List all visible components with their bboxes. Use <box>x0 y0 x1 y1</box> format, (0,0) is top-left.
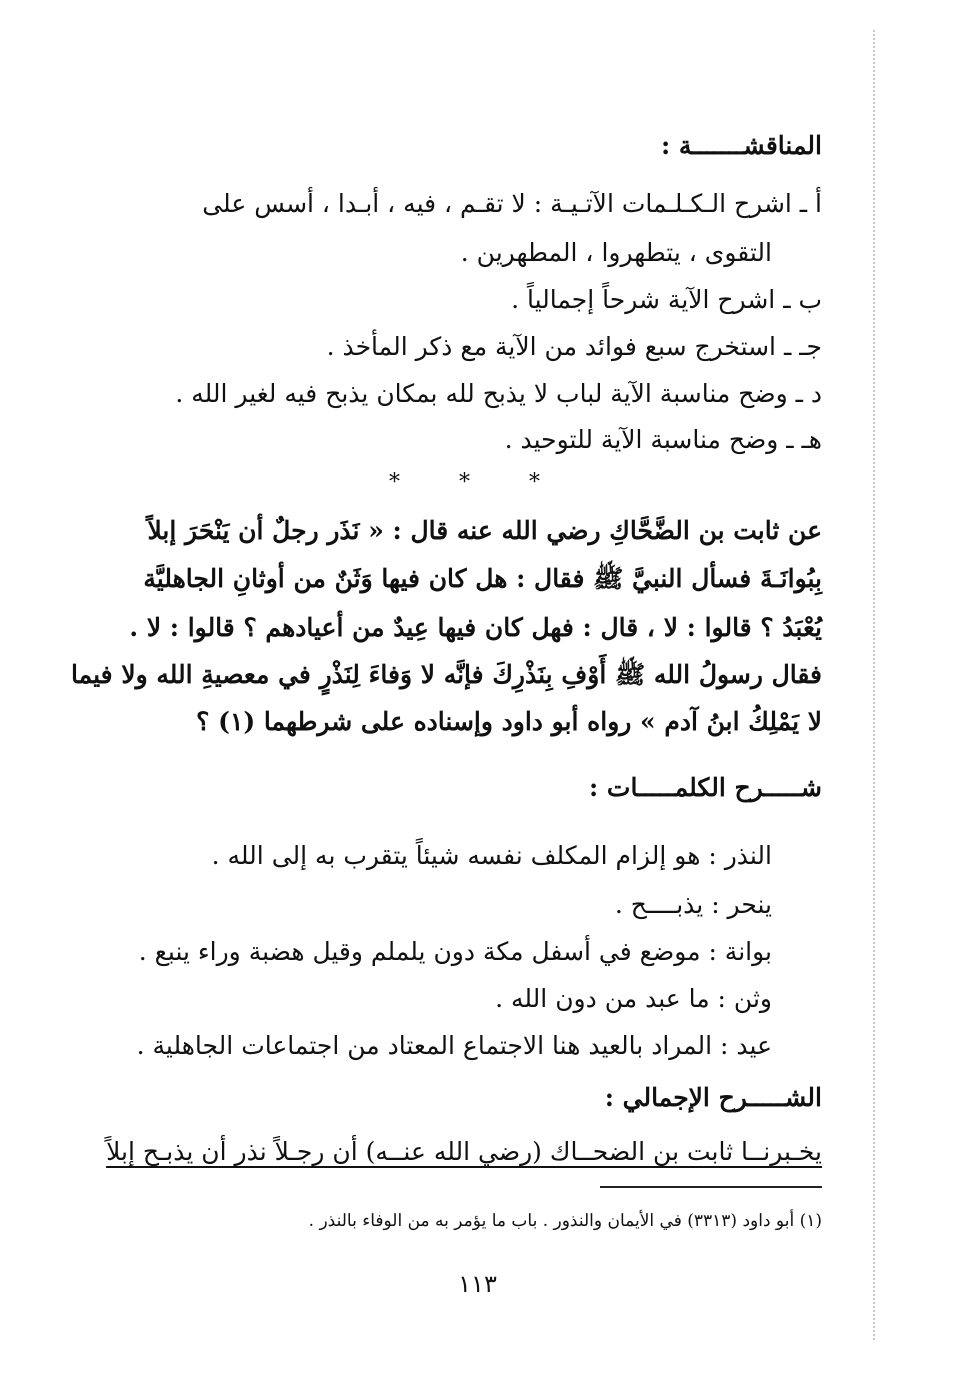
margin-dotted-rule <box>873 30 875 1340</box>
discussion-item-a-cont: التقوى ، يتطهروا ، المطهرين . <box>460 238 772 267</box>
discussion-item-d: د ـ وضح مناسبة الآية لباب لا يذبح لله بمكان يذبح فيه لغير الله . <box>175 379 822 408</box>
discussion-item-e: هـ ـ وضح مناسبة الآية للتوحيد . <box>504 425 822 454</box>
hadith-line-1: عن ثابت بن الضَّحَّاكِ رضي الله عنه قال : « نَذَر رجلٌ أن يَنْحَرَ إبلاً <box>147 516 822 545</box>
vocab-item: ينحر : يذبــــح . <box>614 890 772 919</box>
footnote: (١) أبو داود (٣٣١٣) في الأيمان والنذور . باب ما يؤمر به من الوفاء بالنذر . <box>308 1211 822 1231</box>
discussion-item-a: أ ـ اشرح الـكـلـمات الآتـيـة : لا تقـم ، فيه ، أبـدا ، أسس على <box>202 189 822 218</box>
summary-heading: الشـــــرح الإجمالي : <box>604 1083 822 1112</box>
page-number: ١١٣ <box>458 1270 497 1298</box>
vocab-item: عيد : المراد بالعيد هنا الاجتماع المعتاد من اجتماعات الجاهلية . <box>136 1031 772 1060</box>
vocab-heading: شـــــرح الكلمـــــات : <box>588 773 822 802</box>
hadith-line-3: يُعْبَدُ ؟ قالوا : لا ، قال : فهل كان فيها عِيدٌ من أعيادهم ؟ قالوا : لا . <box>129 613 822 642</box>
section-separator: * * * <box>389 470 566 495</box>
hadith-line-4: فقال رسولُ الله ﷺ أَوْفِ بِنَذْرِكَ فإنَّه لا وَفاءَ لِنَذْرٍ في معصيةِ الله ولا فيما <box>71 660 822 689</box>
vocab-item: النذر : هو إلزام المكلف نفسه شيئاً يتقرب به إلى الله . <box>211 841 772 870</box>
summary-first-line: يخـبرنــا ثابت بن الضحــاك (رضي الله عنــه) أن رجـلاً نذر أن يذبـح إبلاً <box>106 1137 822 1166</box>
hadith-line-2: بِبُوانَـةَ فسأل النبيَّ ﷺ فقال : هل كان فيها وَثَنٌ من أوثانِ الجاهليَّة <box>143 564 822 593</box>
discussion-item-b: ب ـ اشرح الآية شرحاً إجمالياً . <box>511 285 822 314</box>
discussion-heading: المناقشـــــــة : <box>660 131 822 160</box>
hadith-line-5: لا يَمْلِكُ ابنُ آدم » رواه أبو داود وإسناده على شرطهما (١) ؟ <box>196 707 822 736</box>
discussion-item-c: جـ ـ استخرج سبع فوائد من الآية مع ذكر المأخذ . <box>326 332 822 361</box>
vocab-item: بوانة : موضع في أسفل مكة دون يلملم وقيل هضبة وراء ينبع . <box>138 937 772 966</box>
footnote-rule <box>600 1186 822 1188</box>
vocab-item: وثن : ما عبد من دون الله . <box>495 984 772 1013</box>
